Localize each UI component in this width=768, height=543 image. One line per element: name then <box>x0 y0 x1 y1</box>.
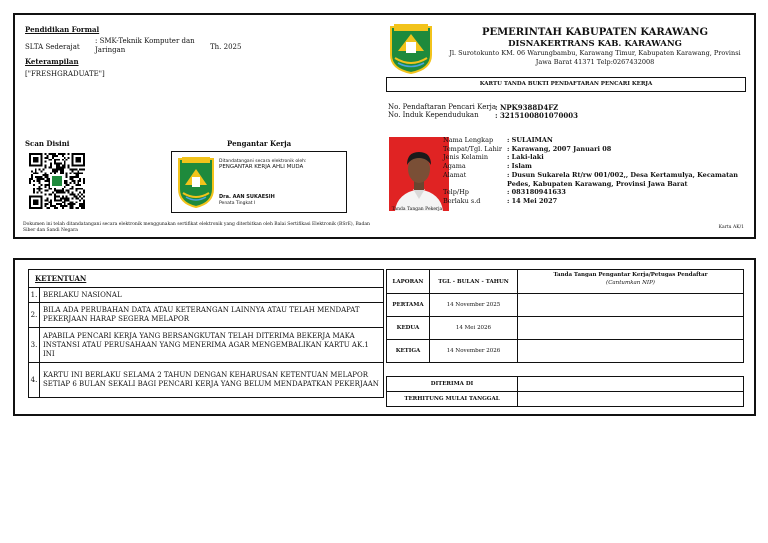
education-level: SLTA Sederajat <box>25 43 80 51</box>
header-signature <box>518 270 744 294</box>
report-signature-cell[interactable] <box>518 317 744 340</box>
ketentuan-title: KETENTUAN <box>29 270 384 288</box>
table-row <box>29 303 384 328</box>
value-address: : Dusun Sukarela Rt/rw 001/002,, Desa Kertamulya, Kecamatan Pedes, Kabupaten Karawang, Provinsi Jawa Barat <box>507 170 739 188</box>
table-row <box>387 340 744 363</box>
e-signature-box <box>171 151 347 213</box>
table-header-row <box>387 270 744 294</box>
department-title: DISNAKERTRANS KAB. KARAWANG <box>508 39 682 49</box>
report-label: PERTAMA <box>387 294 430 317</box>
signer-position: PENGANTAR KERJA AHLI MUDA <box>219 164 304 170</box>
label-phone: Telp/Hp <box>443 188 469 197</box>
signer-rank: Penata Tingkat I <box>219 201 256 206</box>
registration-label: No. Pendaftaran Pencari Kerja <box>388 103 497 111</box>
ketentuan-table <box>28 269 384 398</box>
table-row <box>387 317 744 340</box>
report-date: 14 November 2026 <box>430 340 518 363</box>
rule-number: 2. <box>29 303 40 328</box>
header-date: TGL - BULAN - TAHUN <box>430 270 518 294</box>
pengantar-title: Pengantar Kerja <box>227 139 292 148</box>
label-valid-until: Berlaku s.d <box>443 196 481 205</box>
table-row <box>29 288 384 303</box>
table-row <box>387 294 744 317</box>
card-code: Kartu AK/1 <box>718 225 744 230</box>
report-signature-cell[interactable] <box>518 294 744 317</box>
signature-header-text: Tanda Tangan Pengantar Kerja/Petugas Pendaftar <box>553 272 708 278</box>
received-table <box>386 376 744 407</box>
rule-number: 3. <box>29 328 40 363</box>
scan-title: Scan Disini <box>25 139 70 148</box>
value-birth: : Karawang, 2007 Januari 08 <box>507 144 612 153</box>
report-table <box>386 269 744 363</box>
rule-text: KARTU INI BERLAKU SELAMA 2 TAHUN DENGAN KEHARUSAN KETENTUAN MELAPOR SETIAP 6 BULAN SEKALI BAGI PENCARI KERJA YANG BELUM MENDAPATKAN PEKERJAAN <box>40 363 384 398</box>
karawang-emblem-icon <box>176 155 216 209</box>
education-row <box>25 39 275 59</box>
applicant-photo <box>389 137 449 211</box>
office-address: Jl. Surotokunto KM. 06 Warungbambu, Karawang Timur, Kabupaten Karawang, Provinsi Jawa Barat 41371 Telp:0267432008 <box>449 49 741 66</box>
worker-signature-caption: Tanda Tangan Pekerja <box>391 207 443 212</box>
report-date: 14 Mei 2026 <box>430 317 518 340</box>
label-address: Alamat <box>443 170 467 179</box>
report-label: KEDUA <box>387 317 430 340</box>
label-name: Nama Lengkap <box>443 136 494 144</box>
received-label: DITERIMA DI <box>387 377 518 392</box>
card-title: KARTU TANDA BUKTI PENDAFTARAN PENCARI KERJA <box>386 77 746 92</box>
card-front <box>13 13 756 239</box>
education-major: : SMK-Teknik Komputer dan Jaringan <box>95 37 195 54</box>
label-birth: Tempat/Tgl. Lahir <box>443 144 502 153</box>
report-signature-cell[interactable] <box>518 340 744 363</box>
government-title: PEMERINTAH KABUPATEN KARAWANG <box>481 27 709 38</box>
nik-label: No. Induk Kependudukan <box>388 111 479 119</box>
personal-values <box>507 136 747 206</box>
value-gender: : Laki-laki <box>507 153 544 162</box>
disclaimer-text: Dokumen ini telah ditandatangani secara elektronik menggunakan sertifikat elektronik yang diterbitkan oleh Balai Sertifikasi Elektronik (BSrE), Badan Siber dan Sandi Negara <box>23 222 370 233</box>
table-row <box>387 377 744 392</box>
label-religion: Agama <box>443 162 466 171</box>
label-gender: Jenis Kelamin <box>443 153 489 162</box>
signed-text: Ditandatangani secara elektronik oleh: <box>219 159 307 164</box>
value-phone: : 083180941633 <box>507 188 566 197</box>
person-photo-icon <box>389 137 449 211</box>
table-row <box>29 328 384 363</box>
education-year: Th. 2025 <box>210 43 242 51</box>
karawang-emblem-icon <box>387 21 435 75</box>
table-row <box>387 392 744 407</box>
card-back <box>13 258 756 416</box>
counted-from-value[interactable] <box>518 392 744 407</box>
received-value[interactable] <box>518 377 744 392</box>
counted-from-label: TERHITUNG MULAI TANGGAL <box>387 392 518 407</box>
qr-code-icon[interactable] <box>29 153 85 209</box>
report-label: KETIGA <box>387 340 430 363</box>
nik-value: : 3215100801070003 <box>495 111 578 120</box>
signature-header-note: (Cantumkan NIP) <box>606 280 655 286</box>
value-religion: : Islam <box>507 162 532 171</box>
personal-labels <box>443 136 502 206</box>
header-laporan: LAPORAN <box>387 270 430 294</box>
registration-value: : NPK9388D4FZ <box>495 103 559 112</box>
rule-text: APABILA PENCARI KERJA YANG BERSANGKUTAN TELAH DITERIMA BEKERJA MAKA INSTANSI ATAU PERUSAHAAN YANG MENERIMA AGAR MENGEMBALIKAN KARTU AK.1 INI <box>40 328 384 363</box>
rule-text: BILA ADA PERUBAHAN DATA ATAU KETERANGAN LAINNYA ATAU TELAH MENDAPAT PEKERJAAN HARAP SEGERA MELAPOR <box>40 303 384 328</box>
value-name: : SULAIMAN <box>507 136 553 144</box>
rule-number: 4. <box>29 363 40 398</box>
table-row <box>29 363 384 398</box>
education-title: Pendidikan Formal <box>25 25 100 34</box>
report-date: 14 November 2025 <box>430 294 518 317</box>
signer-name: Dra. AAN SUKAESIH <box>219 194 275 200</box>
rule-text: BERLAKU NASIONAL <box>40 288 384 303</box>
skills-title: Keterampilan <box>25 57 79 66</box>
value-valid-until: : 14 Mei 2027 <box>507 196 558 205</box>
rule-number: 1. <box>29 288 40 303</box>
skills-value: ["FRESHGRADUATE"] <box>25 70 105 78</box>
